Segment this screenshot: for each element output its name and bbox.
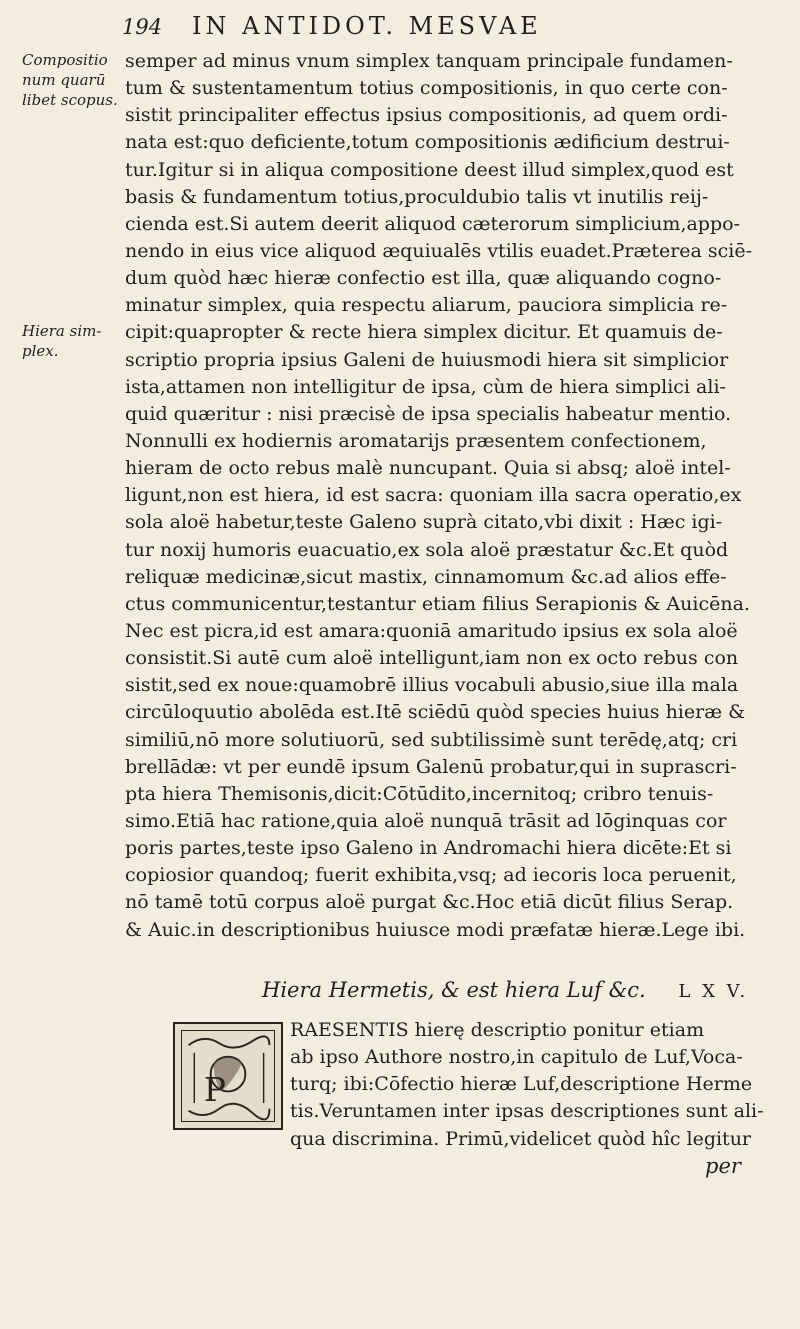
- text-line: Nonnulli ex hodiernis aromatarijs præsentem confectionem,: [125, 429, 707, 452]
- text-line: ab ipso Authore nostro,in capitulo de Luf,Voca-: [290, 1046, 743, 1069]
- text-line: nendo in eius vice aliquod æquiualēs vtilis euadet.Præterea sciē-: [125, 239, 753, 262]
- text-line: turq; ibi:Cōfectio hieræ Luf,descriptione Herme: [290, 1073, 753, 1096]
- text-line: dum quòd hæc hieræ confectio est illa, quæ aliquando cogno-: [125, 267, 722, 290]
- decorated-initial-P-icon: [173, 1022, 283, 1130]
- text-line: RAESENTIS hierę descriptio ponitur etiam: [290, 1019, 705, 1041]
- text-line: tur.Igitur si in aliqua compositione deest illud simplex,quod est: [125, 158, 734, 181]
- text-line: circūloquutio abolēda est.Itē sciēdū quòd species huius hieræ &: [125, 701, 746, 724]
- text-line: nata est:quo deficiente,totum compositionis ædificium destrui-: [125, 131, 730, 154]
- text-line: pta hiera Themisonis,dicit:Cōtūdito,incernitoq; cribro tenuis-: [125, 782, 714, 805]
- section-number: L X V.: [678, 981, 749, 1002]
- text-line: poris partes,teste ipso Galeno in Andromachi hiera dicēte:Et si: [125, 837, 732, 860]
- text-line: consistit.Si autē cum aloë intelligunt,iam non ex octo rebus con: [125, 647, 739, 670]
- text-line: qua discrimina. Primū,videlicet quòd hîc legitur: [290, 1127, 752, 1150]
- text-line: nō tamē totū corpus aloë purgat &c.Hoc etiā dicūt filius Serap.: [125, 891, 734, 914]
- text-line: tis.Veruntamen inter ipsas descriptiones sunt ali-: [290, 1100, 764, 1123]
- text-line: hieram de octo rebus malè nuncupant. Quia si absq; aloë intel-: [125, 457, 731, 480]
- text-line: ista,attamen non intelligitur de ipsa, cùm de hiera simplici ali-: [125, 375, 726, 398]
- margin-note-line: num quarū: [22, 71, 106, 89]
- text-line: copiosior quandoq; fuerit exhibita,vsq; ad iecoris loca peruenit,: [125, 864, 737, 887]
- page-header: [122, 12, 782, 46]
- text-line: similiū,nō more solutiuorū, sed subtilissimè sunt terēdę,atq; cri: [125, 728, 738, 751]
- text-line: brellādæ: vt per eundē ipsum Galenū probatur,qui in suprascri-: [125, 755, 737, 778]
- initial-ornament: [175, 1024, 281, 1128]
- text-line: tum & sustentamentum totius compositionis, in quo certe con-: [125, 77, 728, 100]
- text-line: ctus communicentur,testantur etiam filius Serapionis & Auicēna.: [125, 592, 750, 615]
- text-line: tur noxij humoris euacuatio,ex sola aloë præstatur &c.Et quòd: [125, 538, 729, 561]
- text-line: sola aloë habetur,teste Galeno suprà citato,vbi dixit : Hæc igi-: [125, 511, 723, 534]
- text-line: reliquæ medicinæ,sicut mastix, cinnamomum &c.ad alios effe-: [125, 565, 727, 588]
- svg-text:P: P: [203, 1071, 226, 1110]
- text-line: Nec est picra,id est amara:quoniā amaritudo ipsius ex sola aloë: [125, 619, 738, 642]
- margin-note-line: Hiera sim-: [22, 322, 102, 340]
- catchword: per: [705, 1154, 741, 1178]
- text-line: cienda est.Si autem deerit aliquod cæterorum simplicium,appo-: [125, 212, 740, 235]
- section-text-block: [290, 1017, 775, 1153]
- text-line: minatur simplex, quia respectu aliarum, pauciora simplicia re-: [125, 294, 728, 317]
- page-number: 194: [122, 15, 163, 39]
- margin-note-line: libet scopus.: [22, 91, 118, 109]
- text-line: sistit,sed ex noue:quamobrē illius vocabuli abusio,siue illa mala: [125, 674, 739, 697]
- margin-note-line: Compositio: [22, 51, 108, 69]
- text-line: ligunt,non est hiera, id est sacra: quoniam illa sacra operatio,ex: [125, 484, 742, 507]
- text-line: & Auic.in descriptionibus huiusce modi præfatæ hieræ.Lege ibi.: [125, 918, 746, 941]
- main-text-block: [125, 48, 785, 944]
- section-heading: [262, 978, 800, 1010]
- text-line: simo.Etiā hac ratione,quia aloë nunquā trāsit ad lōginquas cor: [125, 809, 727, 832]
- margin-note-line: plex.: [22, 342, 59, 360]
- running-head: IN ANTIDOT. MESVAE: [192, 12, 542, 40]
- text-line: scriptio propria ipsius Galeni de huiusmodi hiera sit simplicior: [125, 348, 729, 371]
- text-line: basis & fundamentum totius,proculdubio talis vt inutilis reij-: [125, 185, 709, 208]
- section-heading-text: Hiera Hermetis, & est hiera Luf &c.: [262, 978, 646, 1002]
- text-line: sistit principaliter effectus ipsius compositionis, ad quem ordi-: [125, 104, 728, 127]
- text-line: semper ad minus vnum simplex tanquam principale fundamen-: [125, 50, 733, 72]
- text-line: quid quæritur : nisi præcisè de ipsa specialis habeatur mentio.: [125, 402, 732, 425]
- text-line: cipit:quapropter & recte hiera simplex dicitur. Et quamuis de-: [125, 321, 723, 344]
